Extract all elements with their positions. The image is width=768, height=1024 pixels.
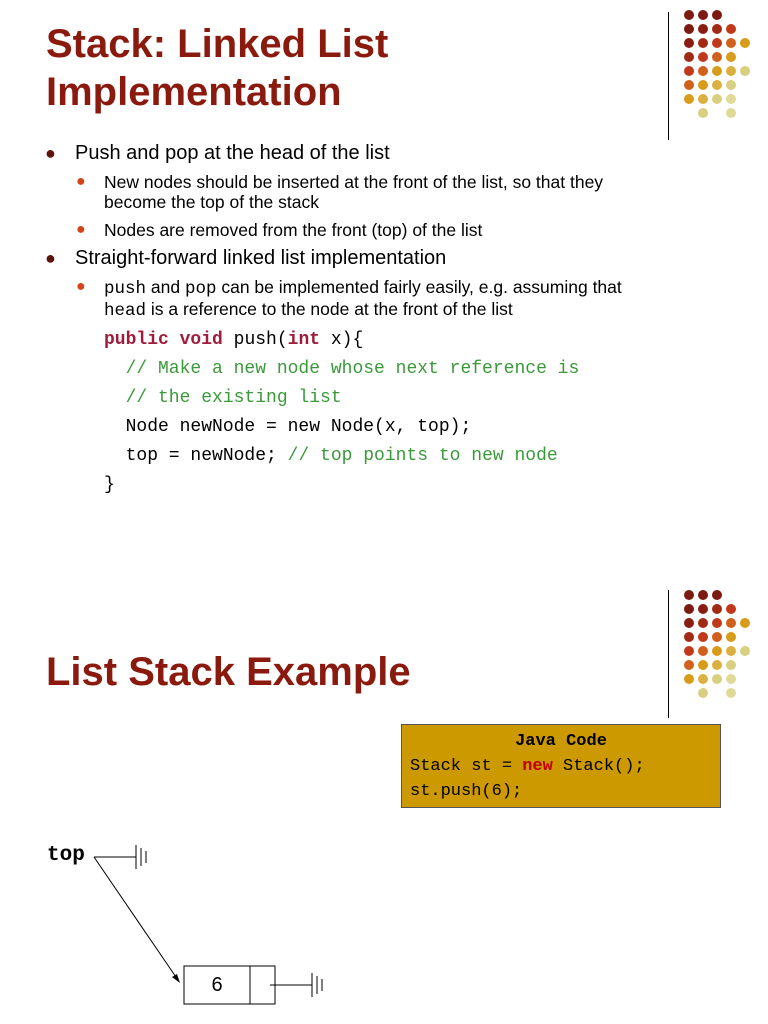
decorative-dot — [698, 10, 708, 20]
decorative-dot — [698, 24, 708, 34]
sub-bullet-new-nodes: ● New nodes should be inserted at the front of the list, so that they become the top of the stack — [76, 172, 604, 212]
bullet-icon: ● — [45, 143, 56, 163]
decorative-dot — [684, 38, 694, 48]
decorative-dot — [726, 80, 736, 90]
bullet-icon: ● — [76, 278, 86, 295]
sub-bullet-push-pop-impl: ● push and pop can be implemented fairly easily, e.g. assuming that head is a reference to the node at the front of the list — [76, 277, 622, 321]
decorative-dot — [726, 52, 736, 62]
linked-list-diagram — [0, 580, 768, 1024]
decorative-dot — [712, 66, 722, 76]
decorative-dot — [698, 66, 708, 76]
slide-title: Stack: Linked List Implementation — [46, 22, 389, 114]
java-code-line-1: Stack st = new Stack(); — [410, 757, 645, 776]
arrow-head — [172, 974, 180, 983]
bullet-icon: ● — [76, 173, 86, 190]
decorative-dot — [726, 38, 736, 48]
decorative-dot — [698, 38, 708, 48]
decorative-dot — [698, 108, 708, 118]
top-label: top — [47, 844, 85, 867]
pointer-arrow — [94, 857, 178, 980]
code-block-push: public void push(int x){ // Make a new node whose next reference is // the existing list Node newNode = new Node(x, top); top = newNode; // top points to new node } — [104, 330, 580, 495]
decorative-dot — [726, 94, 736, 104]
decorative-dot — [698, 52, 708, 62]
decorative-dot — [712, 52, 722, 62]
slide-title: List Stack Example — [46, 650, 411, 694]
bullet-straight-forward: ● Straight-forward linked list implementation — [45, 247, 447, 269]
decorative-dots-icon — [680, 10, 760, 120]
slide-list-stack-example — [0, 580, 768, 1024]
decorative-dot — [684, 66, 694, 76]
decorative-dot — [684, 80, 694, 90]
decorative-dot — [684, 10, 694, 20]
bullet-push-pop: ● Push and pop at the head of the list — [45, 142, 390, 164]
java-code-heading: Java Code — [515, 732, 607, 751]
decorative-dot — [684, 94, 694, 104]
decorative-dot — [712, 38, 722, 48]
bullet-icon: ● — [76, 221, 86, 238]
decorative-dot — [684, 52, 694, 62]
decorative-dot — [698, 80, 708, 90]
decorative-dot — [726, 108, 736, 118]
node-value: 6 — [211, 974, 223, 996]
decorative-dot — [712, 94, 722, 104]
sub-bullet-nodes-removed: ● Nodes are removed from the front (top) of the list — [76, 220, 483, 240]
decorative-dot — [712, 80, 722, 90]
decorative-dot — [726, 24, 736, 34]
bullet-icon: ● — [45, 248, 56, 268]
decorative-dot — [740, 38, 750, 48]
decorative-dot — [698, 94, 708, 104]
decorative-dot — [726, 66, 736, 76]
decorative-dot — [712, 24, 722, 34]
decorative-dot — [712, 10, 722, 20]
java-code-line-2: st.push(6); — [410, 782, 523, 801]
decorative-dot — [684, 24, 694, 34]
divider-line — [668, 12, 669, 140]
decorative-dot — [740, 66, 750, 76]
